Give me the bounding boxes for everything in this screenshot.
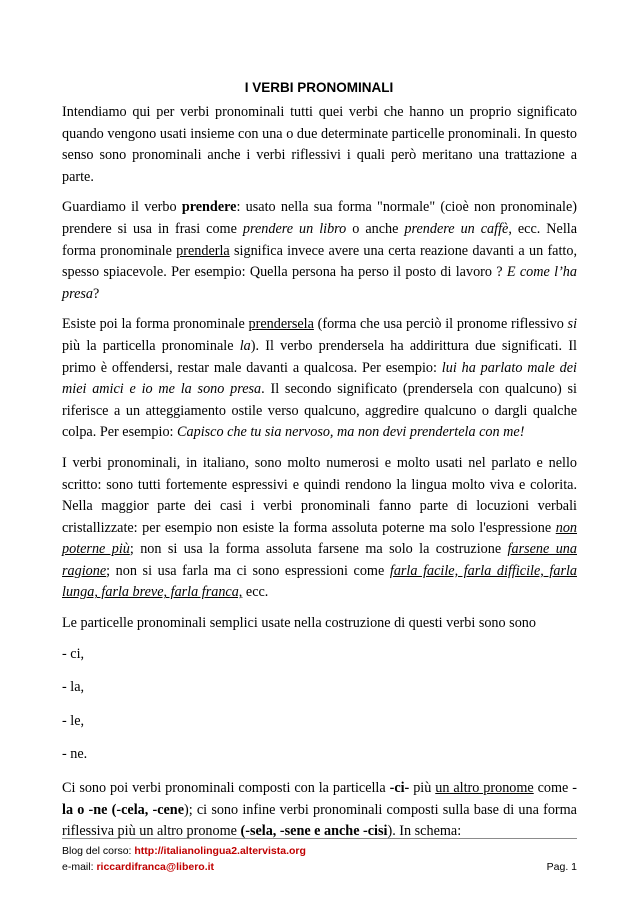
particle-ci: -ci-	[389, 780, 410, 797]
particle-combo-reflexive: (-sela, -sene e anche -cisi	[240, 823, 388, 840]
particle-combo: la o -ne (-cela, -cene	[62, 801, 184, 818]
page-number: Pag. 1	[546, 861, 577, 873]
keyword-prendersela: prendersela	[248, 316, 314, 333]
example-phrase: Capisco che tu sia nervoso, ma non devi prendertela con me!	[177, 424, 525, 441]
blog-link[interactable]: http://italianolingua2.altervista.org	[134, 845, 306, 857]
paragraph-particelle: Le particelle pronominali semplici usate nella costruzione di questi verbi sono sono	[62, 615, 536, 632]
text-run: significa invece avere una certa reazione davanti a un fatto, spesso spiacevole. Per esempio: Quella persona ha perso il posto di lavoro ?	[62, 242, 577, 281]
list-item-le: - le,	[62, 712, 85, 729]
page-footer	[62, 838, 577, 875]
list-item-ne: - ne.	[62, 746, 88, 763]
text-run: ); ci sono infine verbi pronominali composti sulla base di una forma riflessiva più un altro pronome	[62, 801, 577, 840]
text-run: I verbi pronominali, in italiano, sono molto numerosi e molto usati nel parlato e nello scritto: sono tutti fortemente espressivi e quindi rendono la lingua molto viva e colorita. Nella maggior parte dei casi i verbi pronominali fanno parte di locuzioni verbali cristallizzate: per esempio non esiste la forma assoluta poterne ma solo l'espressione	[62, 454, 577, 536]
footer-blog-label: Blog del corso:	[62, 845, 135, 857]
list-item-la: - la,	[62, 679, 85, 696]
text-run: Guardiamo il verbo	[62, 199, 182, 216]
text-run: ). Il verbo prendersela ha addirittura due significati. Il primo è offendersi, restar male davanti a qualcosa. Per esempio:	[62, 337, 577, 376]
pronoun-si: si	[567, 316, 578, 333]
example-phrase: prendere un libro	[242, 220, 347, 237]
text-run: ; non si usa la forma assoluta farsene ma solo la costruzione	[129, 541, 508, 558]
text-run: Ci sono poi verbi pronominali composti con la particella	[62, 780, 390, 797]
text-run: ). In schema:	[387, 823, 462, 840]
list-item-ci: - ci,	[62, 645, 85, 662]
text-run: ; non si usa farla ma ci sono espressioni come	[106, 562, 390, 579]
text-run: : usato nella sua forma "normale" (cioè non pronominale) prendere si usa in frasi come	[62, 199, 577, 237]
text-run: Esiste poi la forma pronominale	[62, 316, 249, 333]
text-run: più	[409, 780, 436, 797]
keyword-prenderla: prenderla	[176, 242, 230, 259]
keyword-prendere: prendere	[181, 199, 237, 216]
paragraph-espressivi	[62, 453, 577, 604]
email-link[interactable]: riccardifranca@libero.it	[96, 861, 215, 873]
text-run: ?	[93, 285, 100, 302]
example-phrase: prendere un caffè	[404, 220, 509, 237]
expression-farla-list: farla facile, farla difficile, farla lunga, farla breve, farla franca,	[62, 562, 577, 601]
footer-email-label: e-mail:	[62, 861, 97, 873]
particle-la: la	[239, 337, 251, 354]
footer-blog-line	[62, 843, 577, 859]
text-run: più la particella pronominale	[62, 337, 240, 354]
underlined-phrase: un altro pronome	[435, 780, 534, 797]
text-run: , ecc. Nella forma pronominale	[62, 220, 578, 259]
text-run: o anche	[346, 220, 405, 237]
text-run: (forma che usa perciò il pronome riflessivo	[313, 316, 568, 333]
expression-farsene-una-ragione: farsene una ragione	[62, 541, 577, 579]
document-body	[62, 102, 577, 852]
example-phrase: lui ha parlato male dei miei amici e io me la sono presa	[62, 359, 577, 398]
page-title: I VERBI PRONOMINALI	[244, 80, 394, 95]
example-phrase: E come l’ha presa	[62, 264, 577, 302]
text-run: ecc.	[242, 584, 269, 601]
text-run: come -	[533, 780, 577, 797]
paragraph-prendersela	[62, 314, 577, 444]
paragraph-prendere	[62, 197, 577, 305]
footer-email-line	[62, 859, 577, 875]
paragraph-composti	[62, 778, 577, 843]
paragraph-intro: Intendiamo qui per verbi pronominali tutti quei verbi che hanno un proprio significato quando vengono usati insieme con una o due determinate particelle pronominali. In questo senso sono pronominali anche i verbi riflessivi i quali però meritano una trattazione a parte.	[62, 104, 577, 185]
text-run: . Il secondo significato (prendersela con qualcuno) si riferisce a un atteggiamento ostile verso qualcuno, aggredire qualcuno o dargli qualche colpa. Per esempio:	[62, 381, 577, 441]
expression-non-poterne-piu: non poterne più	[62, 519, 577, 558]
